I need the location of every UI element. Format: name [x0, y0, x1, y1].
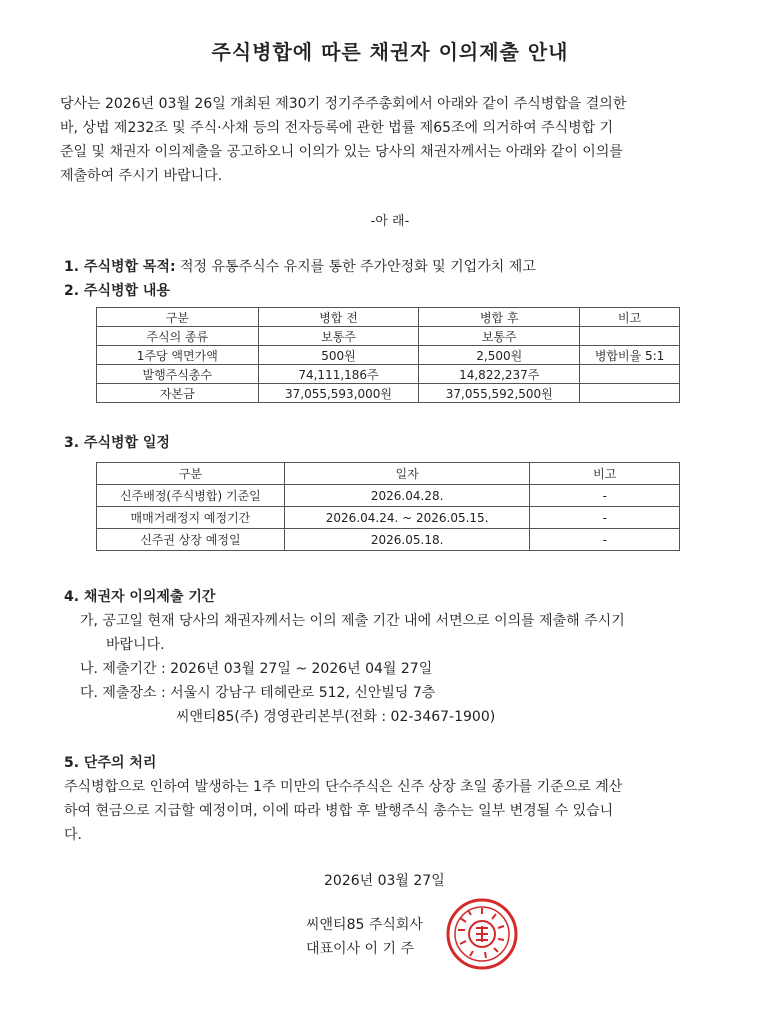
section2-heading: 2. 주식병합 내용 [64, 283, 170, 299]
table-cell: 매매거래정지 예정기간 [97, 507, 285, 529]
table-row [97, 485, 680, 507]
table-row [97, 529, 680, 551]
table-cell: 병합비율 5:1 [580, 346, 680, 365]
table-cell: 37,055,593,000원 [258, 384, 419, 403]
arae-label: -아 래- [370, 214, 410, 229]
section5-line: 주식병합으로 인하여 발생하는 1주 미만의 단수주식은 신주 상장 초일 종가를 기준으로 계산 [64, 779, 623, 795]
section1-heading: 1. 주식병합 목적: [64, 259, 176, 275]
document-date: 2026년 03월 27일 [324, 873, 445, 889]
table-header-row [97, 308, 680, 327]
intro-line: 당사는 2026년 03월 26일 개최된 제30기 정기주주총회에서 아래와 같이 주식병합을 결의한 [60, 96, 627, 112]
table-cell: 자본금 [97, 384, 259, 403]
section4-item-na: 나. 제출기간 : 2026년 03월 27일 ~ 2026년 04월 27일 [80, 661, 433, 677]
section5-line: 다. [64, 827, 82, 843]
table-cell: 신주권 상장 예정일 [97, 529, 285, 551]
table-header-cell: 구분 [97, 308, 259, 327]
ceo-name: 대표이사 이 기 주 [306, 941, 415, 957]
section5-heading: 5. 단주의 처리 [64, 755, 157, 771]
table-row [97, 346, 680, 365]
section4-item-da-cont: 씨앤티85(주) 경영관리본부(전화 : 02-3467-1900) [176, 709, 496, 725]
table-cell: 발행주식총수 [97, 365, 259, 384]
table-cell: 1주당 액면가액 [97, 346, 259, 365]
table-cell: 500원 [258, 346, 419, 365]
intro-paragraph [60, 92, 720, 188]
table-cell [580, 327, 680, 346]
table-cell: - [530, 507, 680, 529]
table-cell: 보통주 [258, 327, 419, 346]
intro-line: 바, 상법 제232조 및 주식·사채 등의 전자등록에 관한 법률 제65조에 의거하여 주식병합 기 [60, 120, 614, 136]
table-cell: 주식의 종류 [97, 327, 259, 346]
table-header-row [97, 463, 680, 485]
table-cell: 2026.04.28. [284, 485, 530, 507]
intro-line: 준일 및 채권자 이의제출을 공고하오니 이의가 있는 당사의 채권자께서는 아래와 같이 이의를 [60, 144, 623, 160]
table-cell [580, 365, 680, 384]
merge-content-table [96, 307, 680, 403]
section4-item-ga-cont: 바랍니다. [106, 637, 165, 653]
document-title: 주식병합에 따른 채권자 이의제출 안내 [211, 40, 569, 64]
table-cell: 2026.04.24. ~ 2026.05.15. [284, 507, 530, 529]
table-cell: 2026.05.18. [284, 529, 530, 551]
merge-schedule-table [96, 462, 680, 551]
table-header-cell: 일자 [284, 463, 530, 485]
table-cell: 14,822,237주 [419, 365, 580, 384]
table-cell: - [530, 529, 680, 551]
section4-item-da: 다. 제출장소 : 서울시 강남구 테헤란로 512, 신안빌딩 7층 [80, 685, 436, 701]
section5-line: 하여 현금으로 지급할 예정이며, 이에 따라 병합 후 발행주식 총수는 일부 변경될 수 있습니 [64, 803, 614, 819]
section1 [64, 256, 536, 276]
table-header-cell: 병합 후 [419, 308, 580, 327]
table-header-cell: 비고 [580, 308, 680, 327]
table-cell [580, 384, 680, 403]
table-row [97, 365, 680, 384]
table-cell: 신주배정(주식병합) 기준일 [97, 485, 285, 507]
table-row [97, 384, 680, 403]
intro-line: 제출하여 주시기 바랍니다. [60, 168, 223, 184]
table-cell: 보통주 [419, 327, 580, 346]
table-cell: - [530, 485, 680, 507]
table-cell: 2,500원 [419, 346, 580, 365]
section1-text: 적정 유통주식수 유지를 통한 주가안정화 및 기업가치 제고 [180, 259, 536, 275]
table-cell: 37,055,592,500원 [419, 384, 580, 403]
table-header-cell: 구분 [97, 463, 285, 485]
section3-heading: 3. 주식병합 일정 [64, 435, 170, 451]
table-header-cell: 비고 [530, 463, 680, 485]
section4-heading: 4. 채권자 이의제출 기간 [64, 589, 216, 605]
company-seal-stamp [440, 896, 524, 972]
table-row [97, 507, 680, 529]
table-header-cell: 병합 전 [258, 308, 419, 327]
table-row [97, 327, 680, 346]
section4-item-ga: 가, 공고일 현재 당사의 채권자께서는 이의 제출 기간 내에 서면으로 이의를 제출해 주시기 [80, 613, 625, 629]
company-name: 씨앤티85 주식회사 [306, 917, 423, 933]
table-cell: 74,111,186주 [258, 365, 419, 384]
